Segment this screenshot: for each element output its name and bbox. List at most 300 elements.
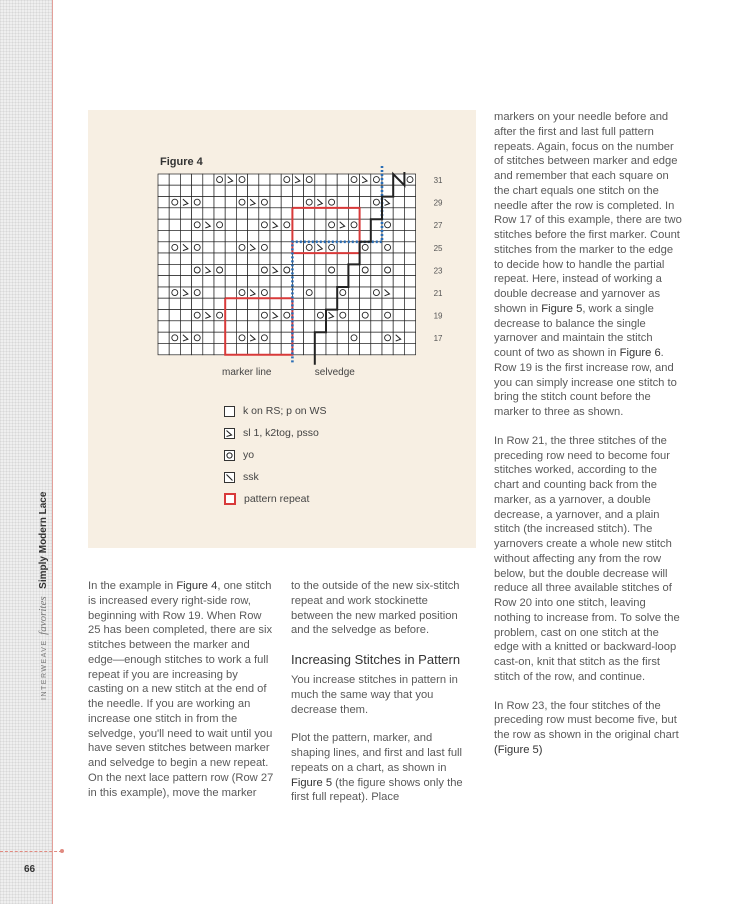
- chart-cell: [214, 321, 225, 332]
- section-heading: Increasing Stitches in Pattern: [291, 652, 461, 667]
- text-run: (the figure shows only the first full repeat). Place: [291, 776, 463, 804]
- chart-cell: [180, 276, 191, 287]
- chart-cell: [382, 264, 393, 275]
- chart-cell: [326, 197, 337, 208]
- chart-cell: [348, 174, 359, 185]
- chart-cell: [348, 197, 359, 208]
- chart-cell: [393, 310, 404, 321]
- chart-cell: [348, 253, 359, 264]
- chart-cell: [360, 298, 371, 309]
- legend-item-knit: [224, 400, 326, 422]
- chart-cell: [281, 174, 292, 185]
- chart-cell: [236, 253, 247, 264]
- chart-cell: [158, 332, 169, 343]
- chart-cell: [225, 343, 236, 354]
- chart-cell: [404, 343, 415, 354]
- chart-cell: [326, 208, 337, 219]
- chart-cell: [180, 230, 191, 241]
- text-run: , one stitch is increased every right-side row, beginning with Row 19. When Row 25 has been completed, there are six stitches between the marker and edge—enough stitches to work a full repeat if you are increasing by casting on a new stitch at the end of the needle. If you are working an increase one stitch in from the selvedge, you'll need to wait until you have seven stitches between marker and selvedge to begin a new repeat. On the next lace pattern row (Row 27 in this example), move the marker: [88, 580, 274, 799]
- chart-cell: [348, 185, 359, 196]
- chart-cell: [248, 174, 259, 185]
- chart-cell: [259, 197, 270, 208]
- text-column-2: [291, 579, 471, 819]
- chart-cell: [393, 287, 404, 298]
- chart-cell: [248, 253, 259, 264]
- chart-cell: [236, 321, 247, 332]
- chart-cell: [348, 208, 359, 219]
- chart-cell: [404, 230, 415, 241]
- chart-cell: [248, 310, 259, 321]
- chart-cell: [281, 253, 292, 264]
- chart-cell: [169, 298, 180, 309]
- chart-cell: [326, 343, 337, 354]
- chart-cell: [203, 208, 214, 219]
- chart-cell: [371, 197, 382, 208]
- chart-cell: [337, 264, 348, 275]
- margin-edge-line: [52, 0, 53, 904]
- chart-cell: [393, 185, 404, 196]
- chart-cell: [270, 197, 281, 208]
- chart-cell: [382, 230, 393, 241]
- chart-cell: [214, 287, 225, 298]
- chart-cell: [192, 185, 203, 196]
- ssk-symbol-icon: [224, 472, 235, 483]
- chart-cell: [259, 208, 270, 219]
- chart-cell: [382, 332, 393, 343]
- chart-cell: [382, 321, 393, 332]
- chart-cell: [281, 332, 292, 343]
- chart-cell: [158, 298, 169, 309]
- chart-cell: [337, 197, 348, 208]
- chart-cell: [236, 264, 247, 275]
- chart-cell: [169, 219, 180, 230]
- chart-cell: [292, 343, 303, 354]
- chart-cell: [203, 321, 214, 332]
- chart-cell: [281, 298, 292, 309]
- chart-cell: [236, 242, 247, 253]
- chart-cell: [236, 343, 247, 354]
- chart-cell: [337, 298, 348, 309]
- legend-item-yo: [224, 444, 326, 466]
- chart-cell: [236, 174, 247, 185]
- chart-cell: [360, 321, 371, 332]
- chart-cell: [180, 219, 191, 230]
- chart-cell: [371, 219, 382, 230]
- chart-cell: [236, 287, 247, 298]
- chart-cell: [404, 242, 415, 253]
- chart-cell: [382, 242, 393, 253]
- chart-cell: [304, 208, 315, 219]
- legend-label: ssk: [243, 471, 259, 483]
- chart-cell: [348, 321, 359, 332]
- legend-item-sk2p: [224, 422, 326, 444]
- chart-cell: [169, 310, 180, 321]
- selvedge-label: selvedge: [314, 366, 355, 378]
- chart-cell: [360, 208, 371, 219]
- chart-cell: [169, 174, 180, 185]
- brand-label: INTERWEAVE: [41, 639, 48, 700]
- chart-cell: [371, 230, 382, 241]
- chart-cell: [236, 276, 247, 287]
- chart-cell: [158, 253, 169, 264]
- chart-cell: [315, 310, 326, 321]
- chart-cell: [292, 332, 303, 343]
- chart-cell: [360, 253, 371, 264]
- chart-cell: [192, 219, 203, 230]
- chart-cell: [393, 208, 404, 219]
- chart-cell: [281, 287, 292, 298]
- chart-cell: [248, 219, 259, 230]
- chart-cell: [192, 276, 203, 287]
- chart-cell: [270, 287, 281, 298]
- chart-cell: [281, 197, 292, 208]
- chart-cell: [382, 343, 393, 354]
- chart-cell: [158, 310, 169, 321]
- chart-cell: [315, 253, 326, 264]
- chart-cell: [326, 174, 337, 185]
- chart-cell: [404, 276, 415, 287]
- chart-cell: [304, 219, 315, 230]
- chart-cell: [315, 332, 326, 343]
- chart-cell: [382, 219, 393, 230]
- chart-cell: [214, 242, 225, 253]
- text-column-1: [88, 579, 276, 814]
- chart-cell: [248, 343, 259, 354]
- chart-cell: [214, 219, 225, 230]
- chart-cell: [404, 298, 415, 309]
- paragraph: [494, 699, 682, 758]
- chart-cell: [348, 219, 359, 230]
- chart-cell: [292, 276, 303, 287]
- chart-cell: [180, 321, 191, 332]
- chart-cell: [192, 298, 203, 309]
- chart-cell: [180, 310, 191, 321]
- chart-cell: [382, 185, 393, 196]
- chart-cell: [304, 185, 315, 196]
- chart-cell: [292, 242, 303, 253]
- chart-cell: [315, 174, 326, 185]
- chart-cell: [236, 230, 247, 241]
- chart-cell: [169, 185, 180, 196]
- chart-cell: [203, 287, 214, 298]
- chart-cell: [393, 253, 404, 264]
- chart-cell: [236, 197, 247, 208]
- chart-cell: [348, 276, 359, 287]
- chart-cell: [169, 276, 180, 287]
- chart-cell: [169, 197, 180, 208]
- figure-panel: [88, 110, 476, 548]
- chart-cell: [371, 298, 382, 309]
- chart-cell: [292, 230, 303, 241]
- chart-cell: [304, 253, 315, 264]
- chart-cell: [348, 343, 359, 354]
- chart-cell: [259, 219, 270, 230]
- chart-cell: [404, 219, 415, 230]
- chart-cell: [158, 276, 169, 287]
- figure-reference: Figure 5: [541, 302, 583, 315]
- chart-cell: [225, 197, 236, 208]
- chart-cell: [393, 264, 404, 275]
- chart-cell: [236, 219, 247, 230]
- chart-cell: [281, 321, 292, 332]
- chart-cell: [214, 230, 225, 241]
- chart-cell: [236, 208, 247, 219]
- row-number: 31: [433, 176, 443, 185]
- chart-cell: [292, 321, 303, 332]
- chart-cell: [326, 321, 337, 332]
- chart-cell: [371, 242, 382, 253]
- chart-cell: [326, 242, 337, 253]
- paragraph: In Row 21, the three stitches of the preceding row need to become four stitches worked, according to the chart and counting back from the marker, as a yarnover, a double decrease, a yarnover, and a plain stitch (the increased stitch). The yarnovers create a whole new stitch without affecting any from the row below, but the double decrease will reduce all three available stitches of Row 20 into one stitch, leaving nothing to increase from. To solve the problem, cast on one stitch at the edge with a knitted or backward-loop cast-on, knit that stitch as the first stitch of the row, and continue.: [494, 434, 680, 683]
- chart-cell: [225, 219, 236, 230]
- chart-cell: [270, 343, 281, 354]
- chart-cell: [404, 208, 415, 219]
- chart-cell: [393, 276, 404, 287]
- chart-cell: [348, 310, 359, 321]
- chart-cell: [192, 321, 203, 332]
- chart-cell: [169, 242, 180, 253]
- chart-cell: [371, 208, 382, 219]
- chart-cell: [360, 264, 371, 275]
- row-number: 29: [433, 198, 443, 208]
- chart-cell: [326, 219, 337, 230]
- legend-item-repeat: [224, 488, 326, 510]
- row-number: 17: [433, 334, 443, 344]
- chart-cell: [158, 321, 169, 332]
- text-run: In the example in: [88, 580, 177, 592]
- chart-cell: [337, 208, 348, 219]
- row-number: 23: [433, 266, 443, 276]
- chart-cell: [225, 276, 236, 287]
- chart-cell: [248, 276, 259, 287]
- chart-cell: [225, 321, 236, 332]
- chart-cell: [259, 230, 270, 241]
- chart-cell: [203, 242, 214, 253]
- paragraph: You increase stitches in pattern in much the same way that you decrease them.: [291, 674, 458, 716]
- yarnover-symbol-icon: [224, 450, 235, 461]
- text-run: , work a single decrease to balance the single yarnover and maintain the stitch count of two as shown in: [494, 302, 654, 359]
- chart-cell: [203, 343, 214, 354]
- paragraph: [88, 579, 276, 800]
- chart-cell: [404, 321, 415, 332]
- chart-cell: [180, 298, 191, 309]
- chart-cell: [315, 276, 326, 287]
- chart-cell: [203, 174, 214, 185]
- chart-cell: [382, 253, 393, 264]
- chart-cell: [270, 332, 281, 343]
- paragraph: to the outside of the new six-stitch repeat and work stockinette between the new marked position and the selvedge as before.: [291, 580, 460, 637]
- chart-cell: [360, 219, 371, 230]
- chart-cell: [371, 321, 382, 332]
- chart-cell: [225, 310, 236, 321]
- chart-cell: [259, 253, 270, 264]
- chart-cell: [259, 332, 270, 343]
- chart-cell: [281, 276, 292, 287]
- chart-cell: [371, 343, 382, 354]
- chart-cell: [404, 185, 415, 196]
- chart-cell: [315, 321, 326, 332]
- chart-cell: [259, 321, 270, 332]
- chart-cell: [304, 287, 315, 298]
- text-run: markers on your needle before and after the first and last full pattern repeats. Again, focus on the number of stitches between marker and edge and remember that each square on the chart equals one stitch on the needle after the row is completed. In Row 17 of this example, there are two stitches before the first marker. Count stitches from the marker to the edge to decide how to handle the partial repeat. Here, instead of working a double decrease and yarnover as shown in: [494, 111, 682, 315]
- chart-cell: [158, 343, 169, 354]
- chart-cell: [192, 208, 203, 219]
- chart-cell: [259, 185, 270, 196]
- chart-cell: [292, 310, 303, 321]
- chart-cell: [214, 208, 225, 219]
- chart-legend: [224, 400, 326, 510]
- chart-cell: [248, 230, 259, 241]
- chart-cell: [315, 230, 326, 241]
- text-run: In Row 23, the four stitches of the preceding row must become five, but the row as shown in the original chart: [494, 699, 679, 741]
- chart-cell: [281, 310, 292, 321]
- chart-cell: [248, 321, 259, 332]
- chart-cell: [214, 253, 225, 264]
- chart-cell: [192, 197, 203, 208]
- chart-cell: [315, 219, 326, 230]
- chart-cell: [371, 185, 382, 196]
- chart-cell: [292, 185, 303, 196]
- chart-cell: [348, 287, 359, 298]
- chart-cell: [326, 332, 337, 343]
- chart-cell: [248, 264, 259, 275]
- chart-cell: [393, 321, 404, 332]
- chart-cell: [248, 185, 259, 196]
- chart-cell: [169, 287, 180, 298]
- knit-symbol-icon: [224, 406, 235, 417]
- chart-cell: [259, 242, 270, 253]
- lace-chart: [88, 110, 476, 390]
- chart-cell: [315, 208, 326, 219]
- chart-cell: [259, 264, 270, 275]
- chart-cell: [393, 219, 404, 230]
- legend-label: pattern repeat: [244, 493, 310, 505]
- chart-cell: [304, 310, 315, 321]
- chart-cell: [270, 185, 281, 196]
- chart-cell: [203, 332, 214, 343]
- chart-cell: [315, 287, 326, 298]
- chart-cell: [270, 298, 281, 309]
- chart-cell: [180, 174, 191, 185]
- chart-cell: [225, 185, 236, 196]
- chart-cell: [292, 253, 303, 264]
- chart-cell: [360, 276, 371, 287]
- chart-cell: [214, 343, 225, 354]
- figure-reference: Figure 4: [176, 580, 218, 592]
- chart-cell: [371, 174, 382, 185]
- chart-cell: [203, 230, 214, 241]
- chart-cell: [259, 276, 270, 287]
- paragraph: [291, 731, 471, 805]
- chart-cell: [225, 332, 236, 343]
- chart-cell: [360, 343, 371, 354]
- chart-cell: [360, 197, 371, 208]
- chart-cell: [337, 253, 348, 264]
- chart-cell: [382, 208, 393, 219]
- chart-cell: [326, 276, 337, 287]
- chart-cell: [337, 185, 348, 196]
- chart-cell: [214, 310, 225, 321]
- chart-cell: [281, 185, 292, 196]
- chart-cell: [382, 310, 393, 321]
- chart-cell: [259, 287, 270, 298]
- page-number: 66: [24, 864, 36, 875]
- paragraph: [494, 110, 682, 420]
- chart-cell: [259, 298, 270, 309]
- chart-cell: [270, 276, 281, 287]
- chart-cell: [270, 321, 281, 332]
- chart-cell: [404, 174, 415, 185]
- chart-cell: [348, 242, 359, 253]
- chart-cell: [169, 253, 180, 264]
- chart-cell: [203, 298, 214, 309]
- chart-cell: [192, 310, 203, 321]
- chart-cell: [404, 197, 415, 208]
- chart-cell: [304, 197, 315, 208]
- chart-cell: [248, 298, 259, 309]
- chart-cell: [192, 264, 203, 275]
- chart-cell: [304, 332, 315, 343]
- chart-cell: [158, 185, 169, 196]
- chart-cell: [270, 208, 281, 219]
- chart-cell: [304, 321, 315, 332]
- chart-cell: [404, 264, 415, 275]
- chart-cell: [337, 310, 348, 321]
- chart-cell: [214, 185, 225, 196]
- chart-cell: [360, 230, 371, 241]
- chart-cell: [192, 343, 203, 354]
- chart-cell: [270, 174, 281, 185]
- chart-cell: [404, 253, 415, 264]
- chart-cell: [214, 264, 225, 275]
- chart-cell: [292, 219, 303, 230]
- chart-cell: [158, 208, 169, 219]
- chart-cell: [158, 242, 169, 253]
- chart-cell: [304, 230, 315, 241]
- chart-cell: [192, 174, 203, 185]
- chart-cell: [304, 174, 315, 185]
- row-number: 25: [433, 243, 443, 253]
- chart-cell: [382, 298, 393, 309]
- pattern-repeat-symbol-icon: [224, 493, 236, 505]
- chart-cell: [180, 208, 191, 219]
- chart-cell: [393, 230, 404, 241]
- chart-cell: [281, 242, 292, 253]
- chart-cell: [292, 208, 303, 219]
- chart-cell: [393, 242, 404, 253]
- chart-cell: [304, 343, 315, 354]
- chart-cell: [192, 287, 203, 298]
- chart-cell: [203, 197, 214, 208]
- chart-cell: [158, 230, 169, 241]
- chart-cell: [393, 298, 404, 309]
- chart-cell: [360, 287, 371, 298]
- chart-cell: [270, 230, 281, 241]
- chart-cell: [382, 174, 393, 185]
- chart-cell: [326, 230, 337, 241]
- chart-cell: [292, 264, 303, 275]
- chart-cell: [192, 332, 203, 343]
- chart-cell: [337, 287, 348, 298]
- book-title: Simply Modern Lace: [38, 491, 49, 589]
- chart-cell: [203, 185, 214, 196]
- chart-cell: [158, 287, 169, 298]
- row-number: 19: [433, 311, 443, 321]
- chart-cell: [348, 332, 359, 343]
- figure-reference: Figure 6: [619, 347, 661, 359]
- figure-title: Figure 4: [160, 156, 203, 168]
- chart-cell: [214, 174, 225, 185]
